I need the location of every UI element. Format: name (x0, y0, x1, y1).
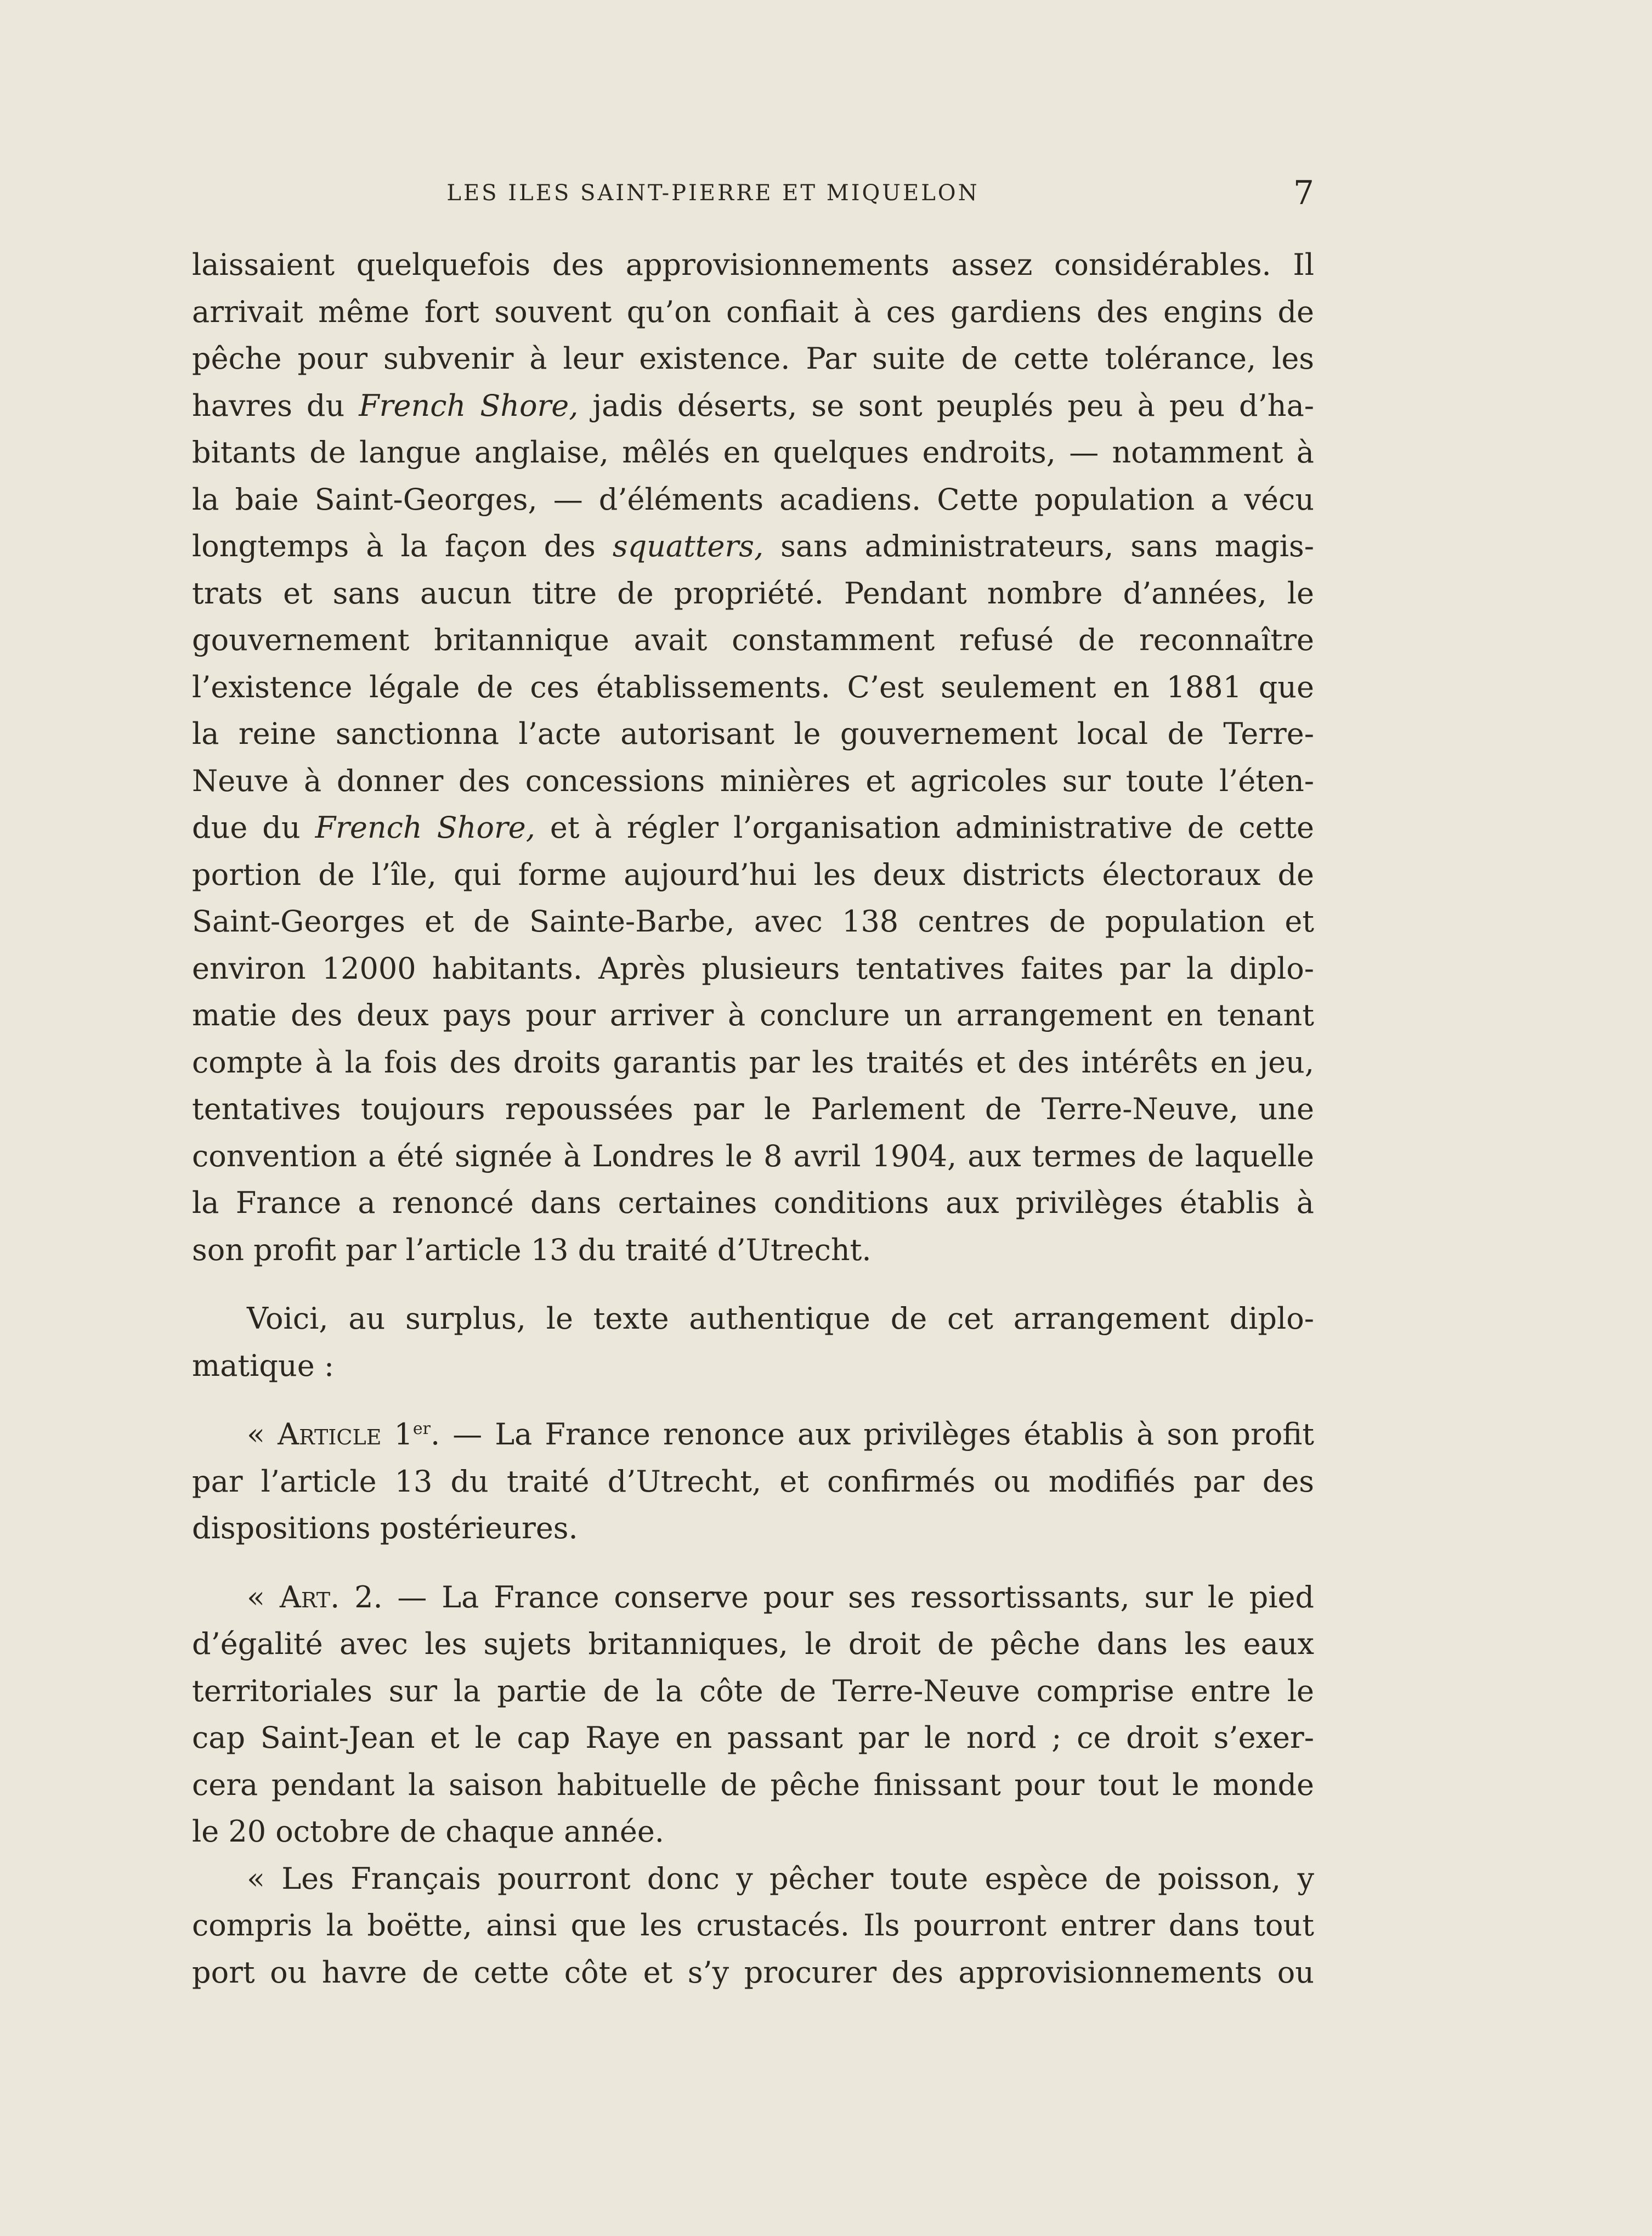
text-line: portion de l’île, qui forme aujourd’hui les deux districts électoraux de (192, 857, 1314, 892)
article-heading-line (192, 1574, 1314, 1621)
text-span: . 2. — La France conserve pour ses ressortissants, sur le pied (330, 1579, 1314, 1614)
paragraph-gap (192, 1389, 1314, 1411)
text-line: bitants de langue anglaise, mêlés en quelques endroits, — notamment à (192, 435, 1314, 470)
text-line: trats et sans aucun titre de propriété. Pendant nombre d’années, le (192, 575, 1314, 611)
text-line: territoriales sur la partie de la côte de Terre-Neuve comprise entre le (192, 1673, 1314, 1708)
text-line: la reine sanctionna l’acte autorisant le gouvernement local de Terre- (192, 716, 1314, 751)
text-line: Voici, au surplus, le texte authentique de cet arrangement diplo- (247, 1301, 1314, 1336)
running-head (192, 174, 1314, 212)
text-span: due du (192, 810, 315, 845)
article-heading-line (192, 1411, 1314, 1458)
italic-term: French Shore, (315, 810, 535, 845)
text-span: . — La France renonce aux privilèges établis à son profit (430, 1417, 1314, 1452)
text-span: longtemps à la façon des (192, 529, 613, 563)
text-line: « Les Français pourront donc y pêcher toute espèce de poisson, y (247, 1861, 1314, 1896)
text-line (192, 382, 1314, 430)
text-line: l’existence légale de ces établissements. C’est seulement en 1881 que (192, 669, 1314, 704)
text-line: convention a été signée à Londres le 8 avril 1904, aux termes de laquelle (192, 1138, 1314, 1173)
text-line: dispositions postérieures. (192, 1511, 578, 1545)
text-span: sans administrateurs, sans magis- (763, 529, 1315, 563)
text-line: par l’article 13 du traité d’Utrecht, et confirmés ou modifiés par des (192, 1464, 1314, 1499)
text-line: compte à la fois des droits garantis par les traités et des intérêts en jeu, (192, 1044, 1314, 1080)
text-line: Neuve à donner des concessions minières et agricoles sur toute l’éten- (192, 763, 1314, 798)
page-number: 7 (1293, 174, 1314, 212)
text-line: environ 12000 habitants. Après plusieurs tentatives faites par la diplo- (192, 951, 1314, 986)
paragraph-gap (192, 1273, 1314, 1295)
text-line: laissaient quelquefois des approvisionnements assez considérables. Il (192, 247, 1314, 282)
running-title: LES ILES SAINT-PIERRE ET MIQUELON (446, 180, 980, 206)
text-line: compris la boëtte, ainsi que les crustacés. Ils pourront entrer dans tout (192, 1908, 1314, 1943)
text-line: tentatives toujours repoussées par le Parlement de Terre-Neuve, une (192, 1092, 1314, 1126)
text-line: gouvernement britannique avait constamment refusé de reconnaître (192, 623, 1314, 657)
article-number: 1 (381, 1417, 413, 1452)
italic-term: squatters, (612, 529, 764, 563)
text-line: la baie Saint-Georges, — d’éléments acadiens. Cette population a vécu (192, 482, 1314, 517)
italic-term: French Shore, (359, 388, 579, 423)
text-line: cap Saint-Jean et le cap Raye en passant par le nord ; ce droit s’exer- (192, 1720, 1314, 1755)
body-text (192, 241, 1314, 1996)
text-line: d’égalité avec les sujets britanniques, le droit de pêche dans les eaux (192, 1627, 1314, 1661)
text-line: matie des deux pays pour arriver à conclure un arrangement en tenant (192, 998, 1314, 1032)
article-label: Article (278, 1417, 382, 1452)
paragraph-gap (192, 1552, 1314, 1574)
text-span: jadis déserts, se sont peuplés peu à peu d’ha- (578, 388, 1315, 423)
text-line (192, 523, 1314, 570)
text-line (192, 804, 1314, 851)
text-span: et à régler l’organisation administrative de cette (535, 810, 1314, 845)
ordinal-superscript: er (412, 1419, 431, 1438)
text-line: la France a renoncé dans certaines conditions aux privilèges établis à (192, 1185, 1314, 1220)
text-line: cera pendant la saison habituelle de pêche finissant pour tout le monde (192, 1767, 1314, 1802)
text-line: port ou havre de cette côte et s’y procurer des approvisionnements ou (192, 1955, 1314, 1990)
text-line: pêche pour subvenir à leur existence. Par suite de cette tolérance, les (192, 341, 1314, 376)
quote-mark: « (247, 1417, 278, 1452)
text-line: arrivait même fort souvent qu’on confiait à ces gardiens des engins de (192, 294, 1314, 329)
text-span: havres du (192, 388, 359, 423)
text-line: matique : (192, 1348, 335, 1383)
text-line: le 20 octobre de chaque année. (192, 1814, 664, 1849)
text-line: Saint-Georges et de Sainte-Barbe, avec 138 centres de population et (192, 904, 1314, 939)
quote-mark: « (247, 1579, 280, 1614)
text-line: son profit par l’article 13 du traité d’Utrecht. (192, 1232, 872, 1267)
article-label: Art (279, 1579, 331, 1614)
